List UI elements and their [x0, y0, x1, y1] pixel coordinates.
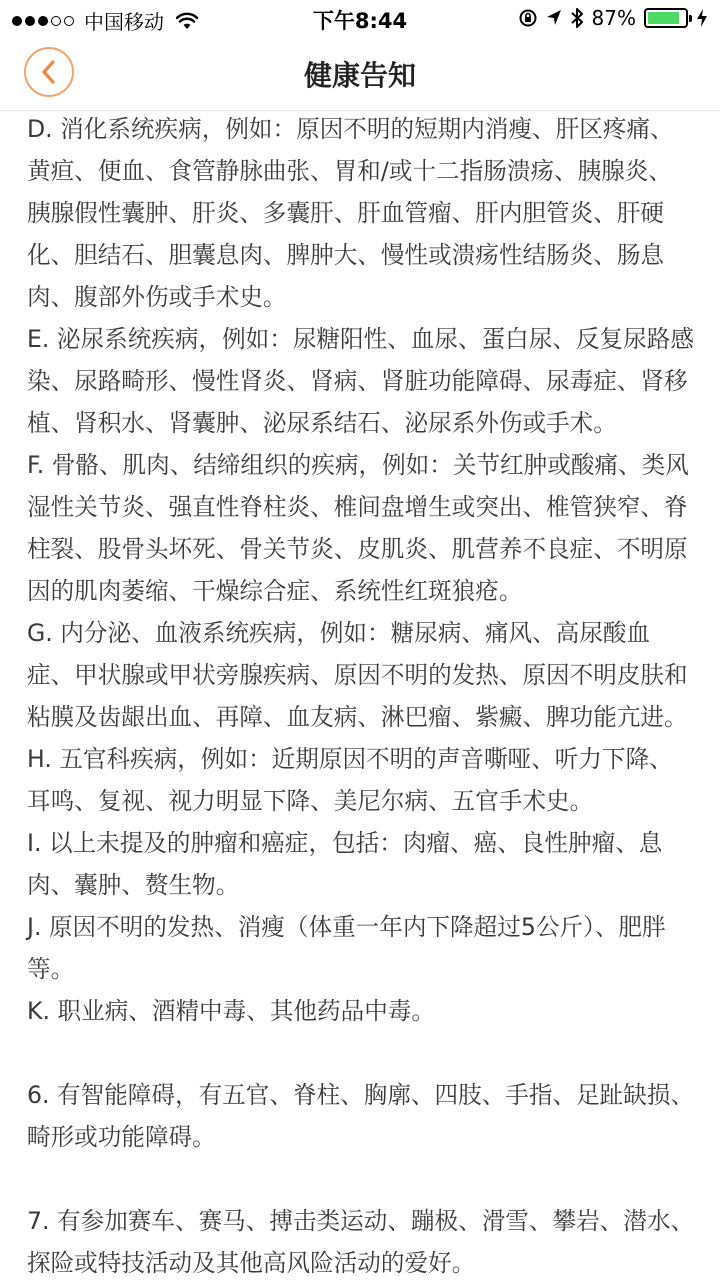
item-6-disability: 6. 有智能障碍，有五官、脊柱、胸廓、四肢、手指、足趾缺损、畸形或功能障碍。	[27, 1081, 695, 1151]
paragraph-e-urinary: E. 泌尿系统疾病，例如：尿糖阳性、血尿、蛋白尿、反复尿路感染、尿路畸形、慢性肾炎、肾病、肾脏功能障碍、尿毒症、肾移植、肾积水、肾囊肿、泌尿系结石、泌尿系外伤或手术。	[27, 325, 694, 437]
page-title: 健康告知	[303, 59, 416, 92]
paragraph-g-endocrine: G. 内分泌、血液系统疾病，例如：糖尿病、痛风、高尿酸血症、甲状腺或甲状旁腺疾病、原因不明的发热、原因不明皮肤和粘膜及齿龈出血、再障、血友病、淋巴瘤、紫癜、脾功能亢进。	[27, 619, 688, 731]
navigation-bar	[0, 36, 720, 111]
status-bar	[0, 0, 720, 36]
carrier-name: 中国移动	[84, 10, 164, 34]
location-icon	[546, 9, 562, 27]
bluetooth-icon	[570, 7, 584, 29]
orientation-lock-icon	[518, 8, 538, 28]
battery-percent: 87%	[591, 6, 636, 30]
paragraph-f-musculoskeletal: F. 骨骼、肌肉、结缔组织的疾病，例如：关节红肿或酸痛、类风湿性关节炎、强直性脊柱炎、椎间盘增生或突出、椎管狭窄、脊柱裂、股骨头坏死、骨关节炎、皮肌炎、肌营养不良症、不明原因的肌肉萎缩、干燥综合症、系统性红斑狼疮。	[27, 451, 689, 605]
paragraph-k-occupational: K. 职业病、酒精中毒、其他药品中毒。	[27, 997, 435, 1025]
paragraph-i-tumors: I. 以上未提及的肿瘤和癌症，包括：肉瘤、癌、良性肿瘤、息肉、囊肿、赘生物。	[27, 829, 663, 899]
paragraph-j-fever-weight: J. 原因不明的发热、消瘦（体重一年内下降超过5公斤）、肥胖等。	[27, 913, 666, 983]
status-time: 下午8:44	[312, 9, 408, 33]
paragraph-d-digestive: D. 消化系统疾病，例如：原因不明的短期内消瘦、肝区疼痛、黄疸、便血、食管静脉曲张、胃和/或十二指肠溃疡、胰腺炎、胰腺假性囊肿、肝炎、多囊肝、肝血管瘤、肝内胆管炎、肝硬化、胆结石、胆囊息肉、脾肿大、慢性或溃疡性结肠炎、肠息肉、腹部外伤或手术史。	[27, 115, 674, 311]
paragraph-h-ent: H. 五官科疾病，例如：近期原因不明的声音嘶哑、听力下降、耳鸣、复视、视力明显下降、美尼尔病、五官手术史。	[27, 745, 673, 815]
item-7-high-risk-activities: 7. 有参加赛车、赛马、搏击类运动、蹦极、滑雪、攀岩、潜水、探险或特技活动及其他高风险活动的爱好。	[27, 1207, 695, 1277]
status-right	[518, 6, 708, 30]
health-disclosure-content	[27, 108, 695, 1284]
charging-icon	[696, 8, 708, 28]
battery-level	[648, 12, 679, 24]
battery-icon	[644, 8, 688, 28]
